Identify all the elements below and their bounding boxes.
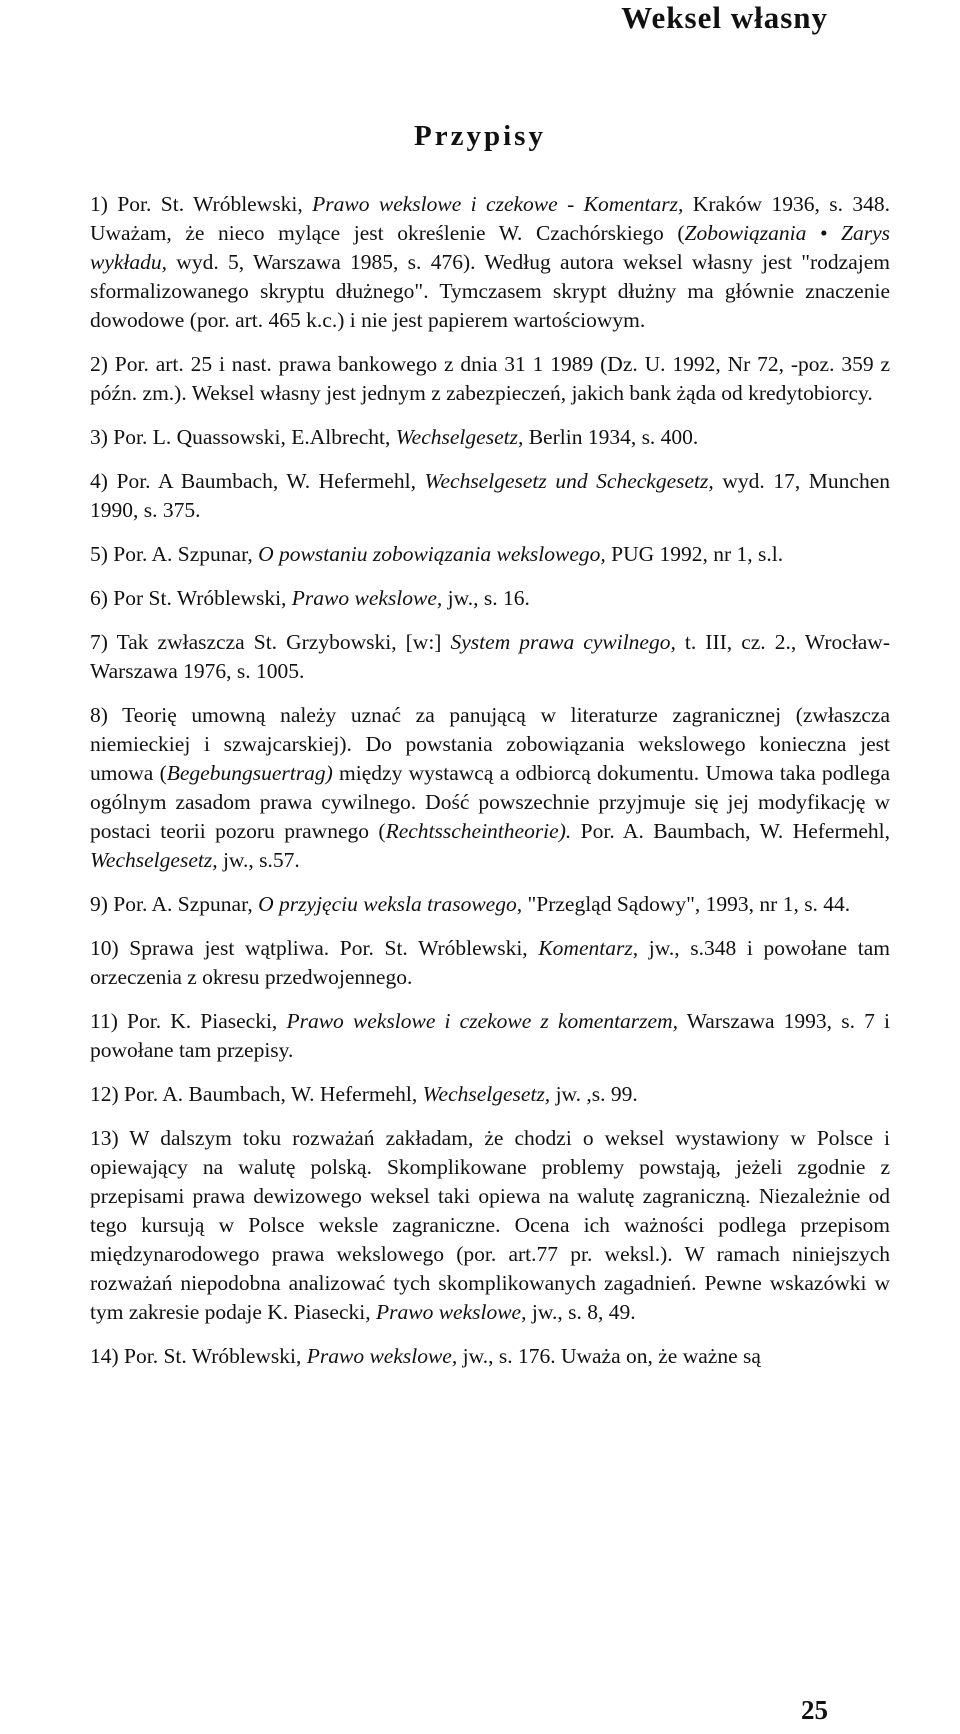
footnote-text: 5) Por. A. Szpunar, bbox=[90, 542, 259, 566]
footnote-text: Kraków 1936, s. 348. Uważam, że nieco mylące jest określenie W. Czachórskiego ( bbox=[90, 192, 891, 245]
footnote-text: Berlin 1934, s. 400. bbox=[523, 425, 699, 449]
footnote-italic: Zobowiązania • Zarys wykładu, bbox=[90, 221, 890, 274]
footnote-text: 11) Por. K. Piasecki, bbox=[90, 1009, 287, 1033]
footnote-7 bbox=[90, 628, 890, 686]
footnote-1 bbox=[90, 190, 890, 335]
footnote-text: PUG 1992, nr 1, s.l. bbox=[605, 542, 784, 566]
footnote-italic: Komentarz, bbox=[538, 936, 639, 960]
footnotes-list bbox=[90, 190, 890, 1386]
running-title: Weksel własny bbox=[621, 0, 828, 35]
footnote-12 bbox=[90, 1080, 890, 1109]
footnote-text: jw., s. 16. bbox=[442, 586, 530, 610]
page-number: 25 bbox=[801, 1695, 828, 1725]
footnote-text: 6) Por St. Wróblewski, bbox=[90, 586, 292, 610]
footnote-italic: Prawo wekslowe i czekowe z komentarzem, bbox=[286, 1009, 678, 1033]
footnote-text: Por. A. Baumbach, W. Hefermehl, bbox=[571, 819, 890, 843]
footnote-italic: Wechselgesetz, bbox=[90, 848, 218, 872]
footnote-text: 3) Por. L. Quassowski, E.Albrecht, bbox=[90, 425, 396, 449]
footnote-11 bbox=[90, 1007, 890, 1065]
footnote-italic: Wechselgesetz, bbox=[395, 425, 524, 449]
footnote-text: 1) Por. St. Wróblewski, bbox=[90, 192, 313, 216]
footnote-5 bbox=[90, 540, 890, 569]
footnote-9 bbox=[90, 890, 890, 919]
footnote-14 bbox=[90, 1342, 890, 1371]
footnote-italic: Prawo wekslowe, bbox=[375, 1300, 527, 1324]
footnote-text: jw., s.57. bbox=[217, 848, 300, 872]
footnote-text: między wystawcą a odbiorcą dokumentu. Umowa taka podlega ogólnym zasadom prawa cywilnego. Dość powszechnie przyjmuje się jej modyfikację w postaci teorii pozoru prawnego ( bbox=[90, 761, 890, 843]
footnote-text: jw., s.348 i powołane tam orzeczenia z okresu przedwojennego. bbox=[90, 936, 890, 989]
footnote-text: 14) Por. St. Wróblewski, bbox=[90, 1344, 307, 1368]
footnote-text: 4) Por. A Baumbach, W. Hefermehl, bbox=[90, 469, 425, 493]
footnote-text: 12) Por. A. Baumbach, W. Hefermehl, bbox=[90, 1082, 423, 1106]
footnote-italic: O powstaniu zobowiązania wekslowego, bbox=[258, 542, 606, 566]
footnote-text: 13) W dalszym toku rozważań zakładam, że chodzi o weksel wystawiony w Polsce i opiewający na walutę polską. Skomplikowane problemy powstają, jeżeli zgodnie z przepisami prawa dewizowego weksel taki opiewa na walutę zagraniczną. Niezależnie od tego kursują w Polsce weksle zagraniczne. Ocena ich ważności podlega przepisom międzynarodowego prawa wekslowego (por. art.77 pr. weksl.). W ramach niniejszych rozważań niepodobna analizować tych skomplikowanych zagadnień. Pewne wskazówki w tym zakresie podaje K. Piasecki, bbox=[90, 1126, 890, 1324]
footnote-text: jw. ,s. 99. bbox=[550, 1082, 638, 1106]
footnote-italic: Prawo wekslowe i czekowe - Komentarz, bbox=[312, 192, 684, 216]
footnote-italic: Wechselgesetz und Scheckgesetz, bbox=[424, 469, 714, 493]
footnote-text: jw., s. 8, 49. bbox=[526, 1300, 636, 1324]
footnote-italic: Rechtsscheintheorie). bbox=[385, 819, 572, 843]
footnote-text: 7) Tak zwłaszcza St. Grzybowski, [w:] bbox=[90, 630, 451, 654]
footnote-italic: Prawo wekslowe, bbox=[291, 586, 443, 610]
footnote-2 bbox=[90, 350, 890, 408]
footnote-text: Warszawa 1993, s. 7 i powołane tam przepisy. bbox=[90, 1009, 890, 1062]
footnote-text: 8) Teorię umowną należy uznać za panującą w literaturze zagranicznej (zwłaszcza niemieckiej i szwajcarskiej). Do powstania zobowiązania wekslowego konieczna jest umowa ( bbox=[90, 703, 890, 785]
footnote-6 bbox=[90, 584, 890, 613]
footnote-italic: System prawa cywilnego, bbox=[450, 630, 676, 654]
footnote-text: jw., s. 176. Uważa on, że ważne są bbox=[457, 1344, 761, 1368]
footnote-text: wyd. 17, Munchen 1990, s. 375. bbox=[90, 469, 890, 522]
section-title: Przypisy bbox=[414, 120, 546, 152]
footnote-10 bbox=[90, 934, 890, 992]
footnote-8 bbox=[90, 701, 890, 875]
footnote-text: t. III, cz. 2., Wrocław-Warszawa 1976, s. 1005. bbox=[90, 630, 890, 683]
footnote-text: 9) Por. A. Szpunar, bbox=[90, 892, 259, 916]
footnote-italic: Prawo wekslowe, bbox=[306, 1344, 458, 1368]
footnote-italic: Wechselgesetz, bbox=[422, 1082, 551, 1106]
footnote-13 bbox=[90, 1124, 890, 1327]
footnote-italic: O przyjęciu weksla trasowego, bbox=[258, 892, 523, 916]
footnote-text: 2) Por. art. 25 i nast. prawa bankowego z dnia 31 1 1989 (Dz. U. 1992, Nr 72, -poz. 359 z późn. zm.). Weksel własny jest jednym z zabezpieczeń, jakich bank żąda od kredytobiorcy. bbox=[90, 352, 890, 405]
footnote-text: wyd. 5, Warszawa 1985, s. 476). Według autora weksel własny jest "rodzajem sformalizowanego skryptu dłużnego". Tymczasem skrypt dłużny ma głównie znaczenie dowodowe (por. art. 465 k.c.) i nie jest papierem wartościowym. bbox=[90, 250, 890, 332]
footnote-4 bbox=[90, 467, 890, 525]
footnote-text: "Przegląd Sądowy", 1993, nr 1, s. 44. bbox=[522, 892, 851, 916]
footnote-text: 10) Sprawa jest wątpliwa. Por. St. Wróblewski, bbox=[90, 936, 539, 960]
footnote-italic: Begebungsuertrag) bbox=[166, 761, 333, 785]
footnote-3 bbox=[90, 423, 890, 452]
